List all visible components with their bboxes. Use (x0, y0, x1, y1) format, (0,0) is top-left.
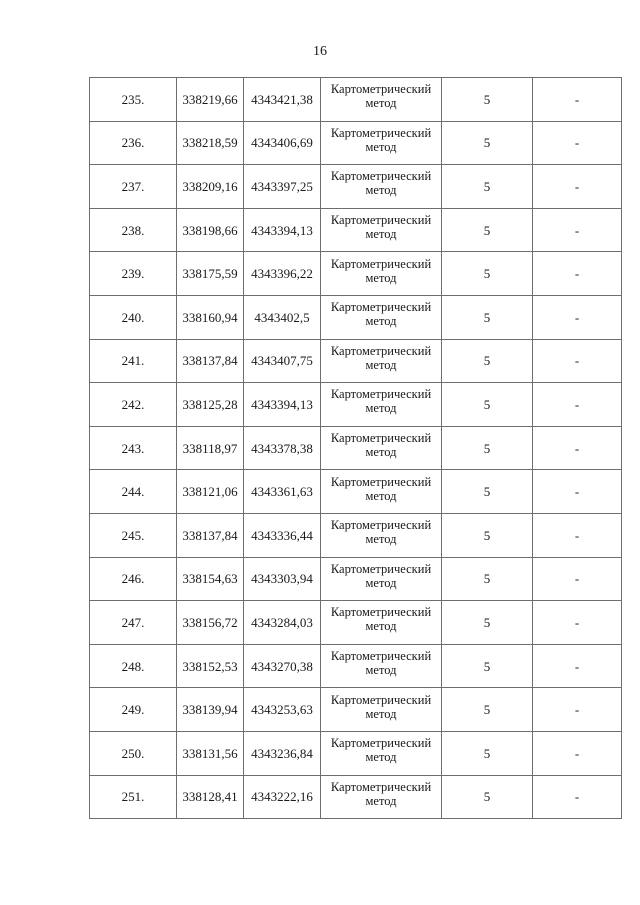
method-cell (321, 78, 442, 122)
method-cell (321, 644, 442, 688)
table-row (90, 339, 622, 383)
point-number-cell (90, 644, 177, 688)
note-cell-text: - (574, 178, 580, 194)
table-row (90, 513, 622, 557)
accuracy-cell (442, 383, 533, 427)
point-number-cell (90, 601, 177, 645)
coordinate-y-cell (244, 557, 321, 601)
note-cell-text: - (574, 484, 580, 500)
coordinate-x-cell (177, 426, 244, 470)
coordinate-x-cell (177, 252, 244, 296)
coordinate-x-cell-text: 338128,41 (182, 789, 238, 805)
method-cell (321, 775, 442, 819)
point-number-cell (90, 731, 177, 775)
coordinate-y-cell-text: 4343284,03 (251, 614, 313, 630)
point-number-cell-text: 241. (121, 353, 145, 369)
note-cell (533, 252, 622, 296)
accuracy-cell-text: 5 (483, 178, 491, 194)
coordinate-x-cell (177, 383, 244, 427)
coordinate-y-cell-text: 4343222,16 (251, 789, 313, 805)
note-cell-text: - (574, 571, 580, 587)
note-cell-text: - (574, 266, 580, 282)
coordinate-x-cell-text: 338121,06 (182, 484, 238, 500)
accuracy-cell (442, 165, 533, 209)
point-number-cell-text: 235. (121, 91, 145, 107)
accuracy-cell (442, 601, 533, 645)
point-number-cell (90, 775, 177, 819)
accuracy-cell-text: 5 (483, 309, 491, 325)
method-cell (321, 339, 442, 383)
coordinate-y-cell (244, 644, 321, 688)
coordinate-x-cell-text: 338154,63 (182, 571, 238, 587)
note-cell (533, 601, 622, 645)
accuracy-cell (442, 644, 533, 688)
coordinate-y-cell-text: 4343402,5 (254, 309, 310, 325)
accuracy-cell (442, 557, 533, 601)
coordinate-x-cell-text: 338198,66 (182, 222, 238, 238)
point-number-cell (90, 470, 177, 514)
point-number-cell (90, 426, 177, 470)
method-cell-text: Картометрический метод (330, 561, 432, 590)
point-number-cell (90, 208, 177, 252)
method-cell-text: Картометрический метод (330, 431, 432, 460)
coordinate-y-cell-text: 4343253,63 (251, 702, 313, 718)
coordinate-y-cell (244, 78, 321, 122)
coordinate-x-cell (177, 208, 244, 252)
point-number-cell (90, 78, 177, 122)
coordinate-x-cell (177, 557, 244, 601)
point-number-cell (90, 295, 177, 339)
method-cell-text: Картометрический метод (330, 125, 432, 154)
accuracy-cell-text: 5 (483, 527, 491, 543)
coordinate-x-cell-text: 338139,94 (182, 702, 238, 718)
point-number-cell-text: 240. (121, 309, 145, 325)
coordinate-y-cell (244, 121, 321, 165)
coordinate-y-cell-text: 4343397,25 (251, 178, 313, 194)
accuracy-cell-text: 5 (483, 789, 491, 805)
method-cell-text: Картометрический метод (330, 692, 432, 721)
point-number-cell-text: 247. (121, 614, 145, 630)
point-number-cell (90, 252, 177, 296)
note-cell-text: - (574, 527, 580, 543)
method-cell (321, 295, 442, 339)
note-cell (533, 731, 622, 775)
coordinate-x-cell-text: 338209,16 (182, 178, 238, 194)
method-cell-text: Картометрический метод (330, 474, 432, 503)
method-cell-text: Картометрический метод (330, 649, 432, 678)
note-cell (533, 470, 622, 514)
note-cell-text: - (574, 353, 580, 369)
note-cell-text: - (574, 745, 580, 761)
note-cell (533, 78, 622, 122)
coordinate-x-cell (177, 78, 244, 122)
note-cell (533, 339, 622, 383)
method-cell (321, 252, 442, 296)
point-number-cell-text: 251. (121, 789, 145, 805)
accuracy-cell-text: 5 (483, 484, 491, 500)
note-cell (533, 557, 622, 601)
accuracy-cell (442, 775, 533, 819)
coordinate-y-cell (244, 470, 321, 514)
coordinate-x-cell-text: 338156,72 (182, 614, 238, 630)
coordinate-y-cell-text: 4343396,22 (251, 266, 313, 282)
note-cell-text: - (574, 702, 580, 718)
point-number-cell (90, 383, 177, 427)
note-cell (533, 644, 622, 688)
coordinate-x-cell (177, 165, 244, 209)
coordinate-x-cell-text: 338160,94 (182, 309, 238, 325)
coordinate-y-cell (244, 601, 321, 645)
coordinate-y-cell (244, 295, 321, 339)
accuracy-cell (442, 470, 533, 514)
method-cell-text: Картометрический метод (330, 518, 432, 547)
table-row (90, 426, 622, 470)
page-number: 16 (313, 44, 327, 59)
coordinate-y-cell-text: 4343236,84 (251, 745, 313, 761)
method-cell (321, 426, 442, 470)
coordinate-y-cell-text: 4343361,63 (251, 484, 313, 500)
coordinate-x-cell (177, 688, 244, 732)
accuracy-cell-text: 5 (483, 222, 491, 238)
method-cell-text: Картометрический метод (330, 736, 432, 765)
method-cell (321, 383, 442, 427)
accuracy-cell-text: 5 (483, 745, 491, 761)
coordinate-x-cell-text: 338218,59 (182, 135, 238, 151)
method-cell (321, 165, 442, 209)
method-cell-text: Картометрический метод (330, 779, 432, 808)
accuracy-cell-text: 5 (483, 440, 491, 456)
table-row (90, 295, 622, 339)
point-number-cell-text: 242. (121, 396, 145, 412)
method-cell (321, 731, 442, 775)
table-row (90, 470, 622, 514)
note-cell-text: - (574, 222, 580, 238)
point-number-cell (90, 165, 177, 209)
note-cell (533, 775, 622, 819)
coordinate-x-cell-text: 338125,28 (182, 396, 238, 412)
point-number-cell-text: 244. (121, 484, 145, 500)
table-row (90, 601, 622, 645)
accuracy-cell (442, 121, 533, 165)
accuracy-cell-text: 5 (483, 614, 491, 630)
note-cell-text: - (574, 396, 580, 412)
coordinate-y-cell (244, 383, 321, 427)
method-cell-text: Картометрический метод (330, 169, 432, 198)
point-number-cell-text: 245. (121, 527, 145, 543)
coordinate-x-cell (177, 644, 244, 688)
accuracy-cell (442, 731, 533, 775)
note-cell (533, 208, 622, 252)
method-cell (321, 513, 442, 557)
coordinate-x-cell (177, 775, 244, 819)
accuracy-cell-text: 5 (483, 658, 491, 674)
accuracy-cell-text: 5 (483, 571, 491, 587)
method-cell-text: Картометрический метод (330, 343, 432, 372)
coordinate-y-cell-text: 4343378,38 (251, 440, 313, 456)
accuracy-cell-text: 5 (483, 353, 491, 369)
method-cell-text: Картометрический метод (330, 213, 432, 242)
point-number-cell-text: 239. (121, 266, 145, 282)
coordinate-y-cell (244, 731, 321, 775)
point-number-cell-text: 248. (121, 658, 145, 674)
accuracy-cell (442, 252, 533, 296)
table-row (90, 208, 622, 252)
coordinate-y-cell (244, 339, 321, 383)
method-cell-text: Картометрический метод (330, 82, 432, 111)
accuracy-cell-text: 5 (483, 702, 491, 718)
table-row (90, 121, 622, 165)
note-cell-text: - (574, 658, 580, 674)
table-row (90, 731, 622, 775)
point-number-cell (90, 557, 177, 601)
table-row (90, 252, 622, 296)
coordinate-y-cell-text: 4343394,13 (251, 222, 313, 238)
method-cell-text: Картометрический метод (330, 387, 432, 416)
point-number-cell-text: 237. (121, 178, 145, 194)
coordinate-x-cell-text: 338131,56 (182, 745, 238, 761)
accuracy-cell-text: 5 (483, 396, 491, 412)
method-cell (321, 557, 442, 601)
coordinate-x-cell-text: 338152,53 (182, 658, 238, 674)
table-row (90, 383, 622, 427)
point-number-cell (90, 513, 177, 557)
note-cell-text: - (574, 614, 580, 630)
method-cell (321, 121, 442, 165)
coordinate-y-cell-text: 4343394,13 (251, 396, 313, 412)
coordinate-y-cell (244, 688, 321, 732)
coordinate-x-cell (177, 295, 244, 339)
table-row (90, 165, 622, 209)
method-cell (321, 470, 442, 514)
table-row (90, 557, 622, 601)
coordinate-y-cell (244, 208, 321, 252)
method-cell (321, 688, 442, 732)
method-cell-text: Картометрический метод (330, 300, 432, 329)
note-cell-text: - (574, 135, 580, 151)
coordinate-x-cell-text: 338137,84 (182, 527, 238, 543)
coordinate-y-cell (244, 775, 321, 819)
note-cell (533, 165, 622, 209)
accuracy-cell-text: 5 (483, 266, 491, 282)
point-number-cell-text: 243. (121, 440, 145, 456)
coordinate-y-cell-text: 4343406,69 (251, 135, 313, 151)
coordinate-x-cell (177, 470, 244, 514)
table-row (90, 688, 622, 732)
note-cell (533, 513, 622, 557)
coordinate-x-cell (177, 121, 244, 165)
point-number-cell (90, 339, 177, 383)
note-cell (533, 426, 622, 470)
note-cell-text: - (574, 440, 580, 456)
coordinate-y-cell-text: 4343270,38 (251, 658, 313, 674)
accuracy-cell-text: 5 (483, 91, 491, 107)
point-number-cell (90, 121, 177, 165)
coordinate-y-cell (244, 252, 321, 296)
accuracy-cell (442, 426, 533, 470)
coordinate-y-cell-text: 4343336,44 (251, 527, 313, 543)
method-cell (321, 601, 442, 645)
coordinate-x-cell-text: 338175,59 (182, 266, 238, 282)
coordinate-x-cell-text: 338219,66 (182, 91, 238, 107)
coordinates-table (89, 77, 622, 819)
table-row (90, 775, 622, 819)
accuracy-cell (442, 688, 533, 732)
coordinate-x-cell (177, 513, 244, 557)
table-row (90, 644, 622, 688)
accuracy-cell (442, 339, 533, 383)
coordinate-y-cell-text: 4343407,75 (251, 353, 313, 369)
point-number-cell-text: 238. (121, 222, 145, 238)
accuracy-cell-text: 5 (483, 135, 491, 151)
coordinate-y-cell-text: 4343421,38 (251, 91, 313, 107)
coordinates-table-body (90, 78, 622, 819)
accuracy-cell (442, 513, 533, 557)
accuracy-cell (442, 208, 533, 252)
coordinate-x-cell (177, 731, 244, 775)
coordinate-y-cell-text: 4343303,94 (251, 571, 313, 587)
accuracy-cell (442, 78, 533, 122)
coordinate-x-cell (177, 601, 244, 645)
point-number-cell-text: 250. (121, 745, 145, 761)
point-number-cell (90, 688, 177, 732)
method-cell-text: Картометрический метод (330, 605, 432, 634)
coordinate-x-cell-text: 338118,97 (182, 440, 238, 456)
note-cell-text: - (574, 91, 580, 107)
point-number-cell-text: 246. (121, 571, 145, 587)
method-cell-text: Картометрический метод (330, 256, 432, 285)
accuracy-cell (442, 295, 533, 339)
note-cell (533, 121, 622, 165)
table-row (90, 78, 622, 122)
coordinate-y-cell (244, 426, 321, 470)
coordinate-y-cell (244, 165, 321, 209)
note-cell (533, 688, 622, 732)
note-cell-text: - (574, 309, 580, 325)
coordinate-y-cell (244, 513, 321, 557)
note-cell-text: - (574, 789, 580, 805)
coordinate-x-cell-text: 338137,84 (182, 353, 238, 369)
note-cell (533, 383, 622, 427)
note-cell (533, 295, 622, 339)
point-number-cell-text: 249. (121, 702, 145, 718)
method-cell (321, 208, 442, 252)
point-number-cell-text: 236. (121, 135, 145, 151)
coordinate-x-cell (177, 339, 244, 383)
